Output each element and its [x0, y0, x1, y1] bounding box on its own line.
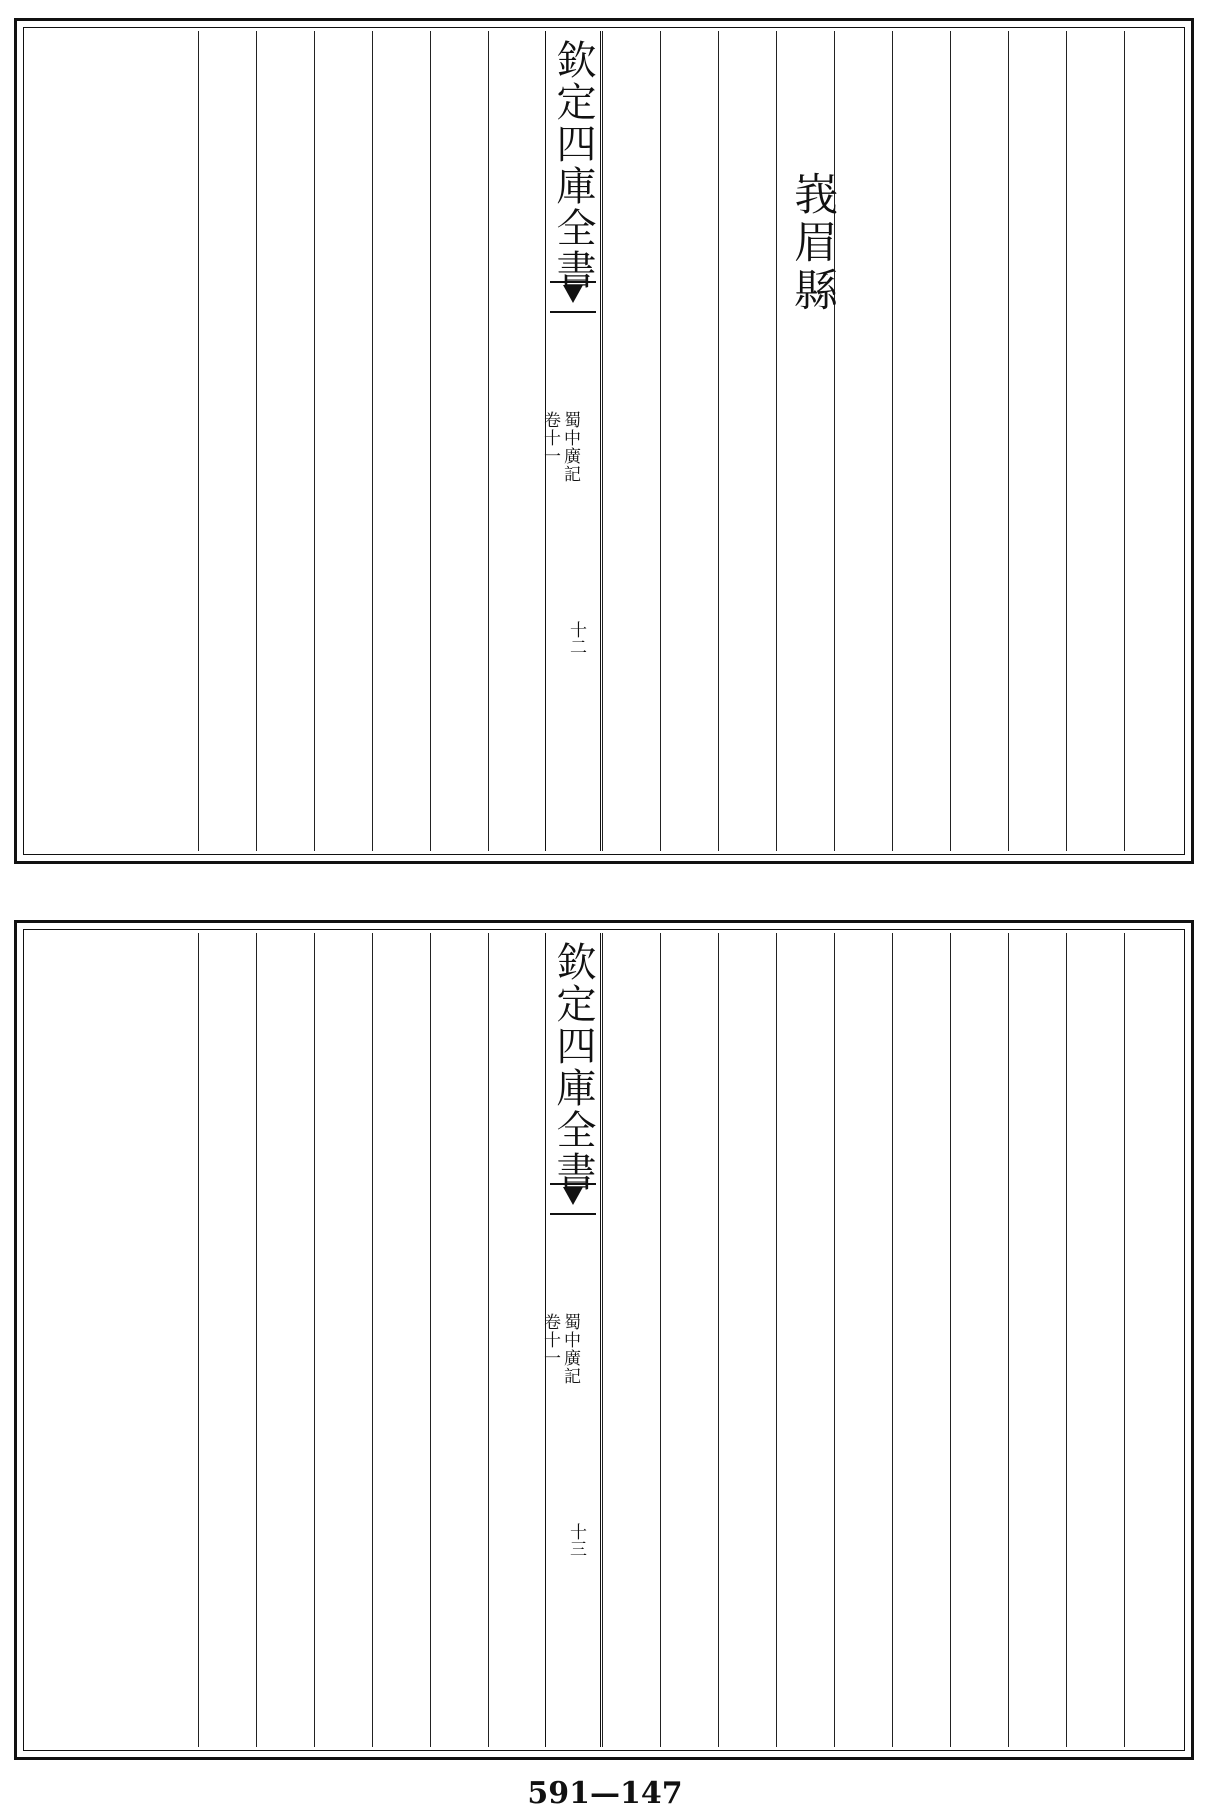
text-column — [660, 933, 717, 1747]
text-column — [198, 31, 255, 851]
volume-label: 卷十一 — [540, 411, 560, 465]
text-column — [776, 933, 833, 1747]
text-column — [892, 31, 949, 851]
text-column — [834, 31, 891, 851]
text-column — [950, 933, 1007, 1747]
text-column — [834, 933, 891, 1747]
text-column — [602, 933, 659, 1747]
text-column — [256, 933, 313, 1747]
text-column — [660, 31, 717, 851]
fishtail-mark — [550, 1183, 596, 1215]
text-column — [314, 933, 371, 1747]
text-column — [1066, 31, 1123, 851]
text-column — [1066, 933, 1123, 1747]
book-subtitle: 蜀中廣記 — [560, 411, 580, 483]
center-fold — [540, 933, 601, 1747]
text-column — [1124, 31, 1181, 851]
text-column — [430, 31, 487, 851]
text-column — [198, 933, 255, 1747]
text-column — [488, 933, 545, 1747]
text-column — [1008, 31, 1065, 851]
volume-label: 卷十一 — [540, 1313, 560, 1367]
text-column — [430, 933, 487, 1747]
text-column — [1008, 933, 1065, 1747]
top-page — [14, 18, 1194, 864]
text-column — [1124, 933, 1181, 1747]
text-column — [488, 31, 545, 851]
page-number: 591—147 — [527, 1776, 683, 1811]
book-title: 欽定四庫全書 — [550, 941, 596, 1193]
text-column — [372, 933, 429, 1747]
text-column — [718, 933, 775, 1747]
text-column — [314, 31, 371, 851]
center-fold — [540, 31, 601, 851]
text-column — [892, 933, 949, 1747]
book-subtitle: 蜀中廣記 — [560, 1313, 580, 1385]
fishtail-mark — [550, 281, 596, 313]
text-column — [718, 31, 775, 851]
text-column — [372, 31, 429, 851]
leaf-number: 十二 — [566, 621, 586, 655]
text-column — [256, 31, 313, 851]
section-heading: 峩眉縣 — [786, 171, 837, 315]
text-column — [602, 31, 659, 851]
heading-column — [776, 31, 837, 851]
book-title: 欽定四庫全書 — [550, 39, 596, 291]
text-column — [950, 31, 1007, 851]
leaf-number: 十三 — [566, 1523, 586, 1557]
bottom-page — [14, 920, 1194, 1760]
